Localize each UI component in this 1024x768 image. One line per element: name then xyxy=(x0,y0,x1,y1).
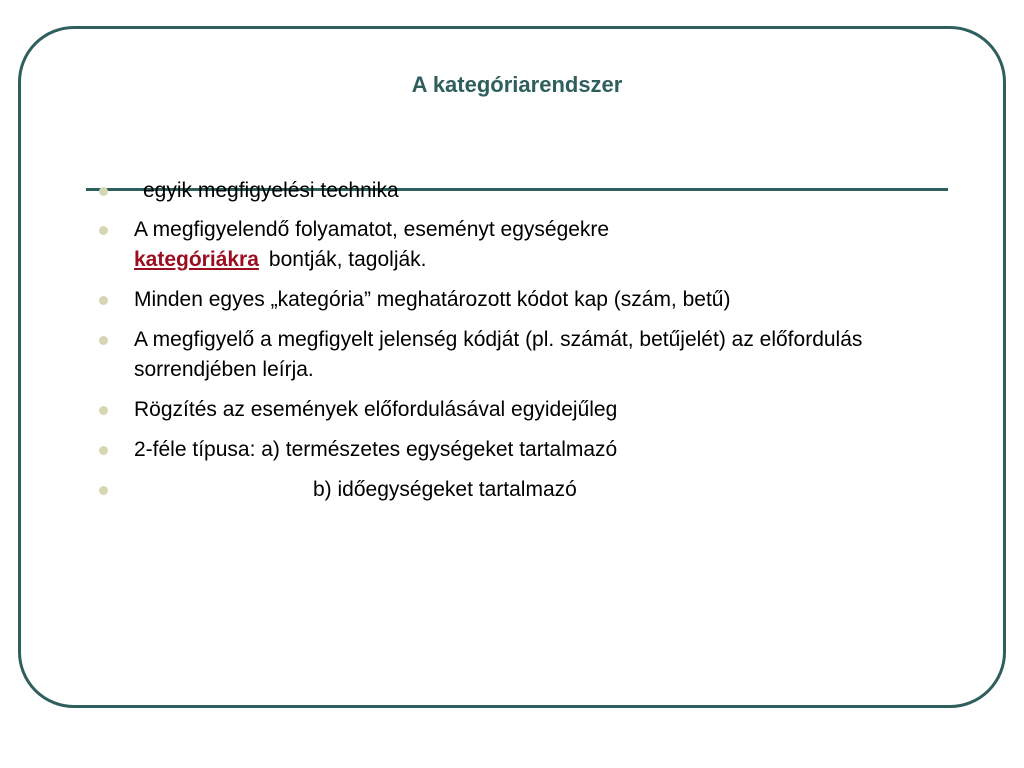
list-item xyxy=(96,285,956,315)
bullet-text: Minden egyes „kategória” meghatározott kódot kap (szám, betű) xyxy=(134,288,731,311)
slide-title: A kategóriarendszer xyxy=(411,72,623,97)
list-item xyxy=(96,176,956,206)
list-item xyxy=(96,325,956,385)
list-item xyxy=(96,215,956,275)
bullet-text: bontják, tagolják. xyxy=(268,248,427,271)
bullet-icon xyxy=(99,406,108,415)
keyword-link: kategóriákra xyxy=(134,248,259,271)
bullet-text: egyik megfigyelési technika xyxy=(143,179,399,202)
bullet-text: A megfigyelő a megfigyelt jelenség kódját (pl. számát, betűjelét) az előfordulás sorrendjében leírja. xyxy=(134,328,863,381)
bullet-text: 2-féle típusa: a) természetes egységeket tartalmazó xyxy=(134,438,618,461)
bullet-icon xyxy=(99,187,108,196)
bullet-text: Rögzítés az események előfordulásával egyidejűleg xyxy=(134,398,618,421)
bullet-icon xyxy=(99,336,108,345)
bullet-icon xyxy=(99,296,108,305)
bullet-icon xyxy=(99,226,108,235)
bullet-text: b) időegységeket tartalmazó xyxy=(313,478,577,501)
list-item xyxy=(96,435,956,465)
bullet-text: A megfigyelendő folyamatot, eseményt egységekre xyxy=(134,218,610,241)
list-item xyxy=(96,395,956,425)
list-item xyxy=(96,475,956,505)
bullet-icon xyxy=(99,486,108,495)
bullet-icon xyxy=(99,446,108,455)
bullet-list xyxy=(96,176,956,515)
